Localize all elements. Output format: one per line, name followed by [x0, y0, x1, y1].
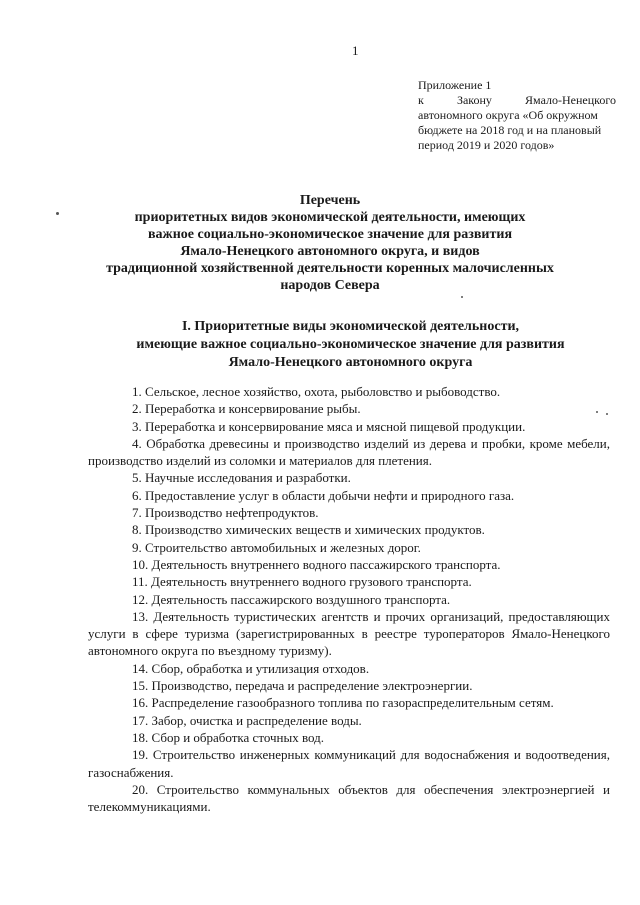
- list-item: 5. Научные исследования и разработки.: [132, 470, 351, 486]
- list-item: 2. Переработка и консервирование рыбы.: [132, 401, 361, 417]
- list-item: 10. Деятельность внутреннего водного пассажирского транспорта.: [132, 556, 501, 572]
- list-item: 13. Деятельность туристических агентств и прочих организаций, предоставляющих услуги в сфере туризма (зарегистрированных в реестре туроператоров Ямало-Ненецкого автономного округа по въездному туризму).: [88, 608, 610, 659]
- appendix-line: [418, 93, 616, 108]
- section-heading: [88, 318, 613, 372]
- appendix-line: бюджете на 2018 год и на плановый: [418, 123, 602, 137]
- list-item: 8. Производство химических веществ и химических продуктов.: [132, 522, 485, 538]
- list-item: 20. Строительство коммунальных объектов для обеспечения электроэнергией и телекоммуникациями.: [88, 781, 610, 815]
- scan-speck: [56, 212, 59, 215]
- list-item: 12. Деятельность пассажирского воздушного транспорта.: [132, 591, 451, 607]
- appendix-word: Закону: [456, 93, 492, 107]
- list-item: 18. Сбор и обработка сточных вод.: [132, 729, 325, 745]
- appendix-line: автономного округа «Об окружном: [418, 108, 598, 122]
- document-title: [95, 192, 565, 294]
- appendix-line: период 2019 и 2020 годов»: [418, 138, 555, 152]
- title-line: народов Севера: [280, 278, 380, 293]
- list-item: 7. Производство нефтепродуктов.: [132, 505, 319, 521]
- list-item: 19. Строительство инженерных коммуникаций для водоснабжения и водоотведения, газоснабжения.: [88, 747, 610, 780]
- title-line: Перечень: [299, 193, 361, 208]
- title-line: традиционной хозяйственной деятельности коренных малочисленных: [106, 261, 554, 276]
- page-number: 1: [352, 43, 359, 58]
- list-item: 9. Строительство автомобильных и железных дорог.: [132, 539, 421, 555]
- priority-activities-list: [88, 383, 610, 815]
- list-item: 6. Предоставление услуг в области добычи нефти и природного газа.: [132, 487, 515, 503]
- list-item: 14. Сбор, обработка и утилизация отходов.: [132, 660, 370, 676]
- appendix-header: [418, 78, 616, 153]
- list-item: 3. Переработка и консервирование мяса и мясной пищевой продукции.: [132, 418, 526, 434]
- appendix-line: Приложение 1: [418, 78, 492, 92]
- list-item: 4. Обработка древесины и производство изделий из дерева и пробки, кроме мебели, производство изделий из соломки и материалов для плетения.: [88, 435, 610, 469]
- title-line: приоритетных видов экономической деятельности, имеющих: [134, 210, 526, 225]
- list-item: 1. Сельское, лесное хозяйство, охота, рыболовство и рыбоводство.: [132, 384, 501, 399]
- appendix-word: к: [418, 93, 424, 107]
- list-item: 17. Забор, очистка и распределение воды.: [132, 712, 362, 728]
- list-item: 16. Распределение газообразного топлива по газораспределительным сетям.: [132, 695, 554, 711]
- title-line: важное социально-экономическое значение для развития: [147, 227, 513, 242]
- list-item: 15. Производство, передача и распределение электроэнергии.: [132, 678, 473, 694]
- scan-speck: [606, 413, 608, 415]
- section-heading-line: имеющие важное социально-экономическое значение для развития: [136, 337, 565, 352]
- section-heading-line: Ямало-Ненецкого автономного округа: [228, 355, 473, 370]
- appendix-word: Ямало-Ненецкого: [525, 93, 616, 107]
- section-heading-line: I. Приоритетные виды экономической деятельности,: [181, 319, 520, 334]
- scan-speck: [596, 411, 598, 413]
- list-item: 11. Деятельность внутреннего водного грузового транспорта.: [132, 574, 472, 590]
- scan-speck: [461, 296, 463, 298]
- title-line: Ямало-Ненецкого автономного округа, и видов: [180, 244, 480, 259]
